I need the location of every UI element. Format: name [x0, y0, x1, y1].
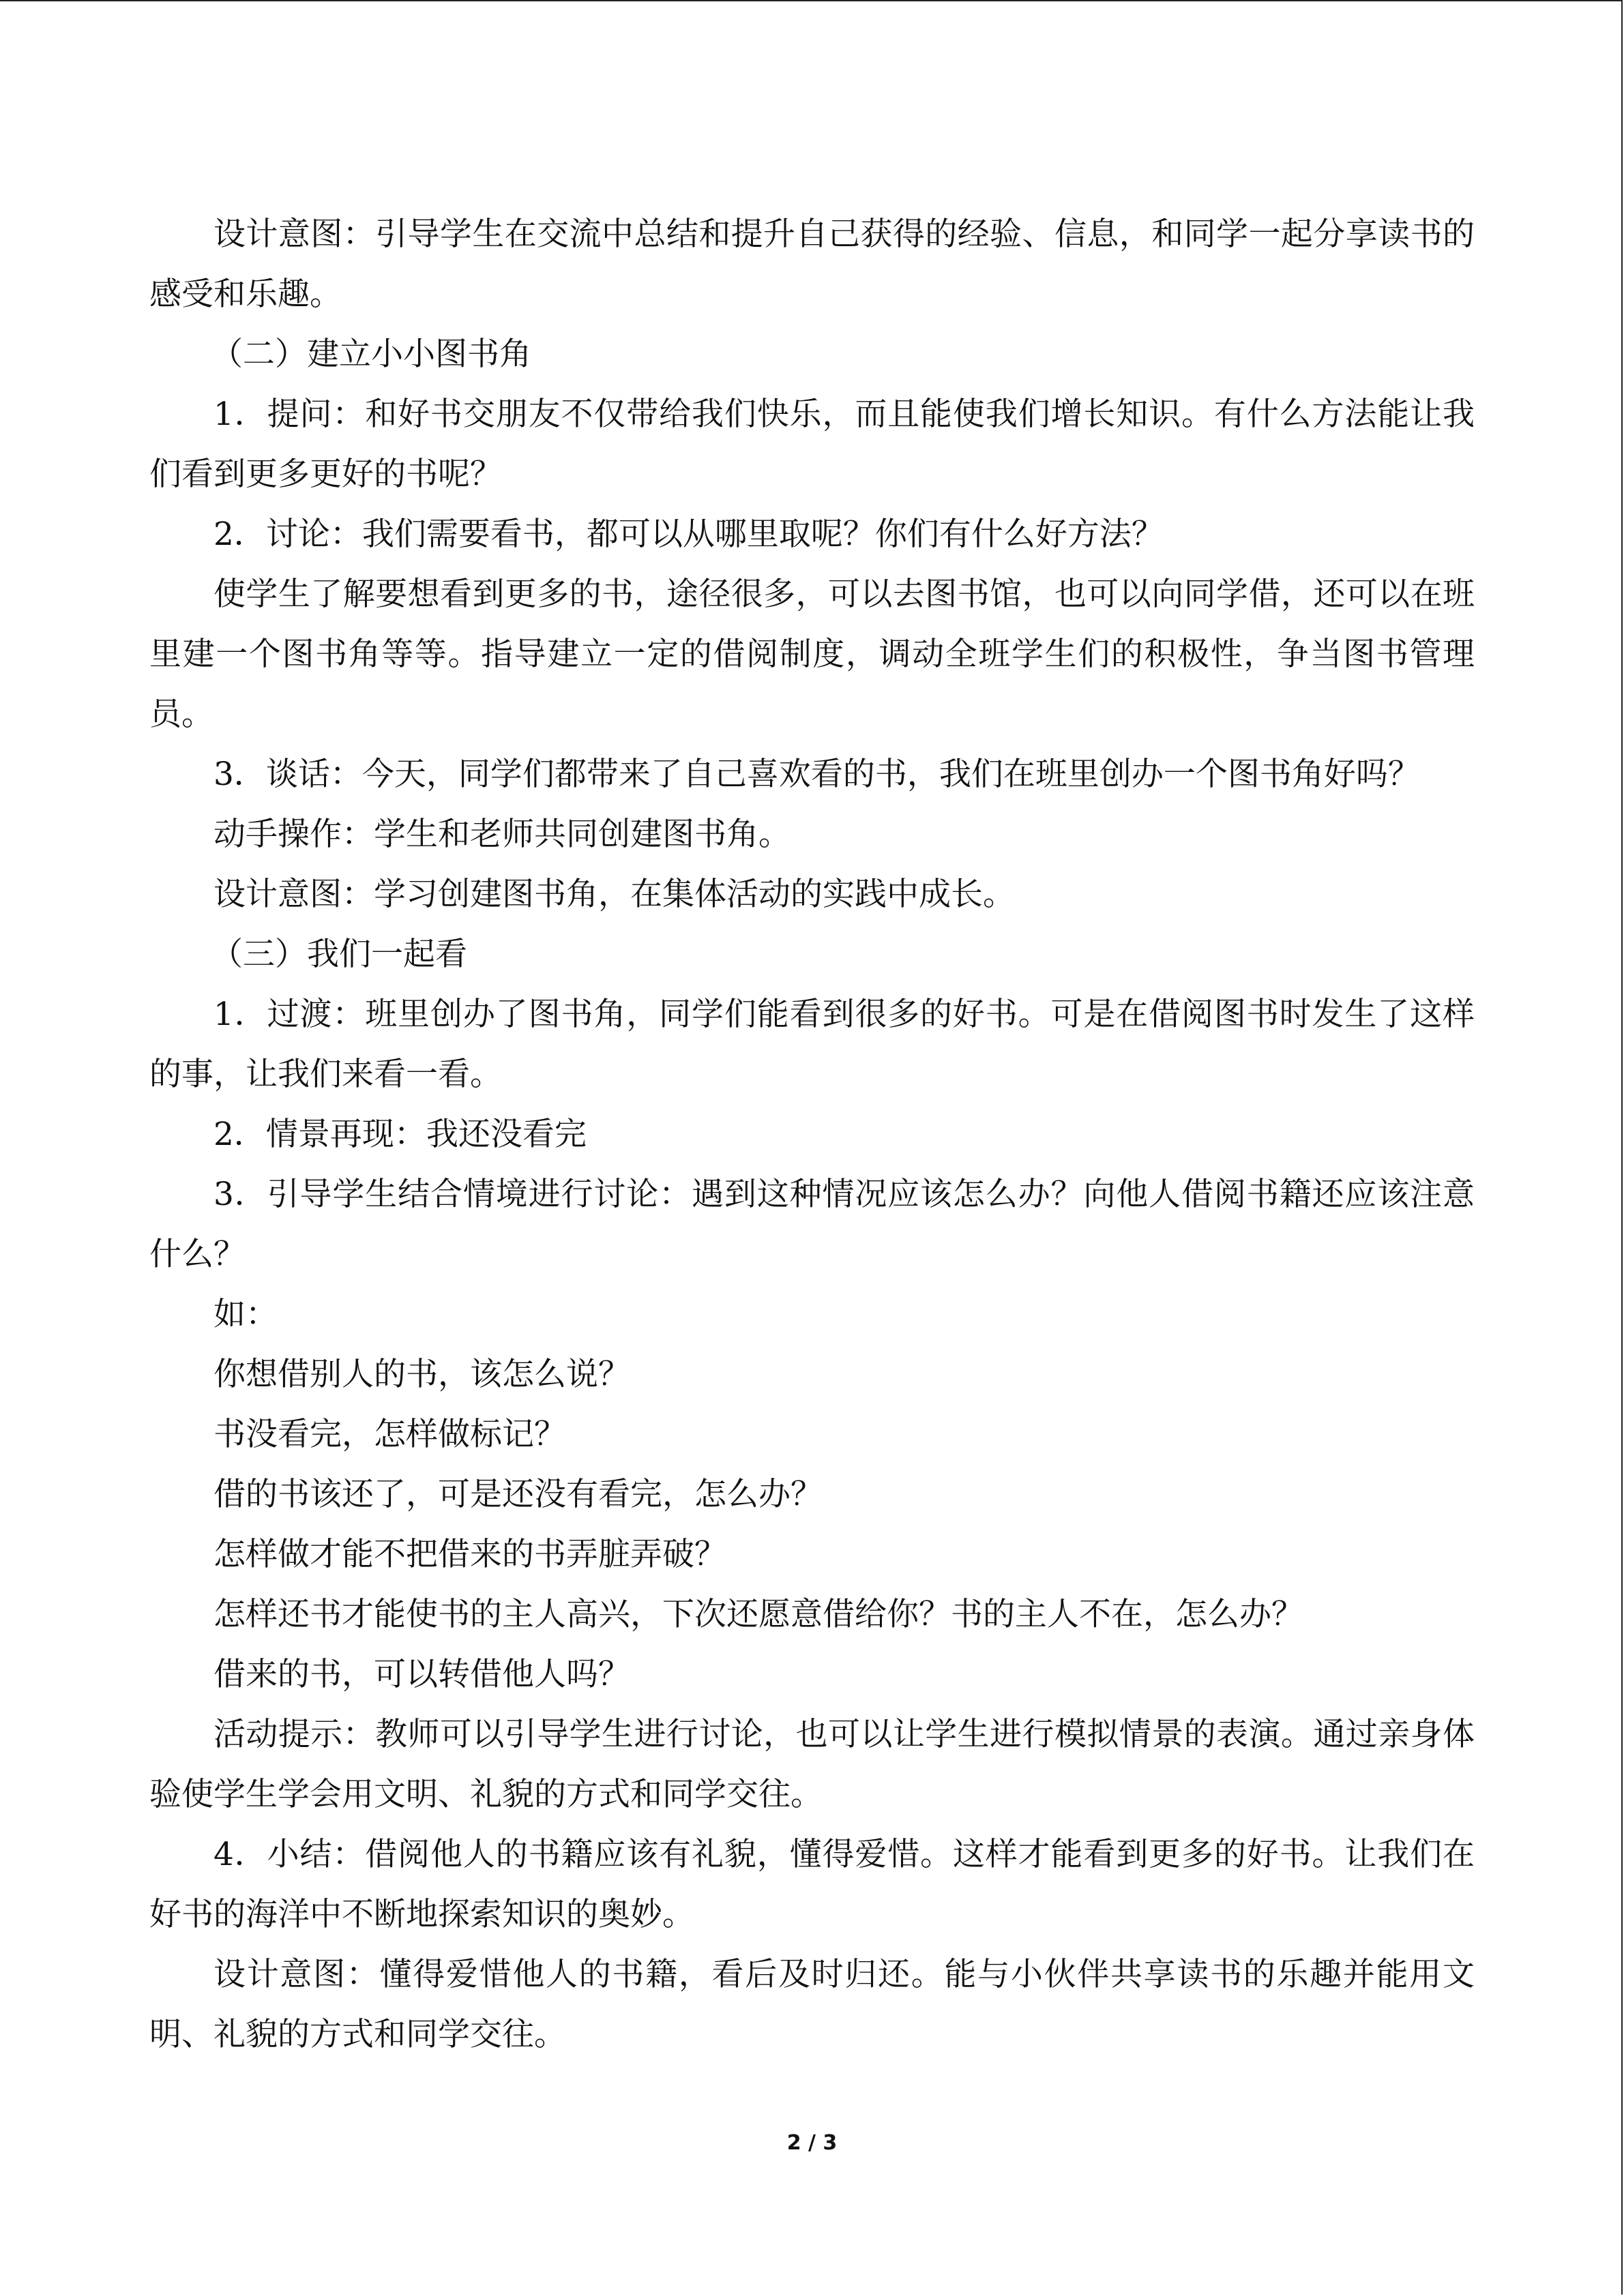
hands-on-paragraph: 动手操作：学生和老师共同创建图书角。 — [213, 816, 791, 853]
design-intent-paragraph: 设计意图：懂得爱惜他人的书籍，看后及时归还。能与小伙伴共享读书的乐趣并能用文明、礼貌的方式和同学交往。 — [149, 1956, 1475, 2053]
section-heading-library-corner: （二）建立小小图书角 — [211, 336, 531, 373]
example-question: 书没看完，怎样做标记？ — [213, 1416, 566, 1453]
design-intent-paragraph: 设计意图：学习创建图书角，在集体活动的实践中成长。 — [213, 876, 1015, 913]
example-question: 借来的书，可以转借他人吗？ — [213, 1656, 630, 1693]
step-guided-discussion-paragraph: 3．引导学生结合情境进行讨论：遇到这种情况应该怎么办？向他人借阅书籍还应该注意什么？ — [149, 1176, 1475, 1273]
activity-tip-paragraph: 活动提示：教师可以引导学生进行讨论，也可以让学生进行模拟情景的表演。通过亲身体验使学生学会用文明、礼貌的方式和同学交往。 — [149, 1716, 1475, 1813]
step-discussion-paragraph: 2．讨论：我们需要看书，都可以从哪里取呢？你们有什么好方法？ — [213, 516, 1164, 553]
design-intent-paragraph: 设计意图：引导学生在交流中总结和提升自己获得的经验、信息，和同学一起分享读书的感受和乐趣。 — [149, 215, 1475, 313]
explanation-paragraph: 使学生了解要想看到更多的书，途径很多，可以去图书馆，也可以向同学借，还可以在班里建一个图书角等等。指导建立一定的借阅制度，调动全班学生们的积极性，争当图书管理员。 — [149, 576, 1475, 733]
example-intro: 如： — [213, 1296, 278, 1333]
step-scenario-paragraph: 2．情景再现：我还没看完 — [213, 1116, 587, 1153]
example-question: 怎样做才能不把借来的书弄脏弄破？ — [213, 1536, 726, 1573]
section-heading-read-together: （三）我们一起看 — [211, 936, 467, 973]
step-transition-paragraph: 1．过渡：班里创办了图书角，同学们能看到很多的好书。可是在借阅图书时发生了这样的事，让我们来看一看。 — [149, 996, 1475, 1093]
example-question: 借的书该还了，可是还没有看完，怎么办？ — [213, 1476, 823, 1513]
example-question: 你想借别人的书，该怎么说？ — [213, 1356, 630, 1393]
step-talk-paragraph: 3．谈话：今天，同学们都带来了自己喜欢看的书，我们在班里创办一个图书角好吗？ — [213, 756, 1420, 793]
page-number: 2 / 3 — [786, 2131, 838, 2155]
step-question-paragraph: 1．提问：和好书交朋友不仅带给我们快乐，而且能使我们增长知识。有什么方法能让我们看到更多更好的书呢？ — [149, 396, 1475, 493]
document-body — [149, 205, 1475, 2065]
example-question: 怎样还书才能使书的主人高兴，下次还愿意借给你？书的主人不在，怎么办？ — [213, 1596, 1303, 1633]
step-summary-paragraph: 4．小结：借阅他人的书籍应该有礼貌，懂得爱惜。这样才能看到更多的好书。让我们在好书的海洋中不断地探索知识的奥妙。 — [149, 1836, 1475, 1933]
